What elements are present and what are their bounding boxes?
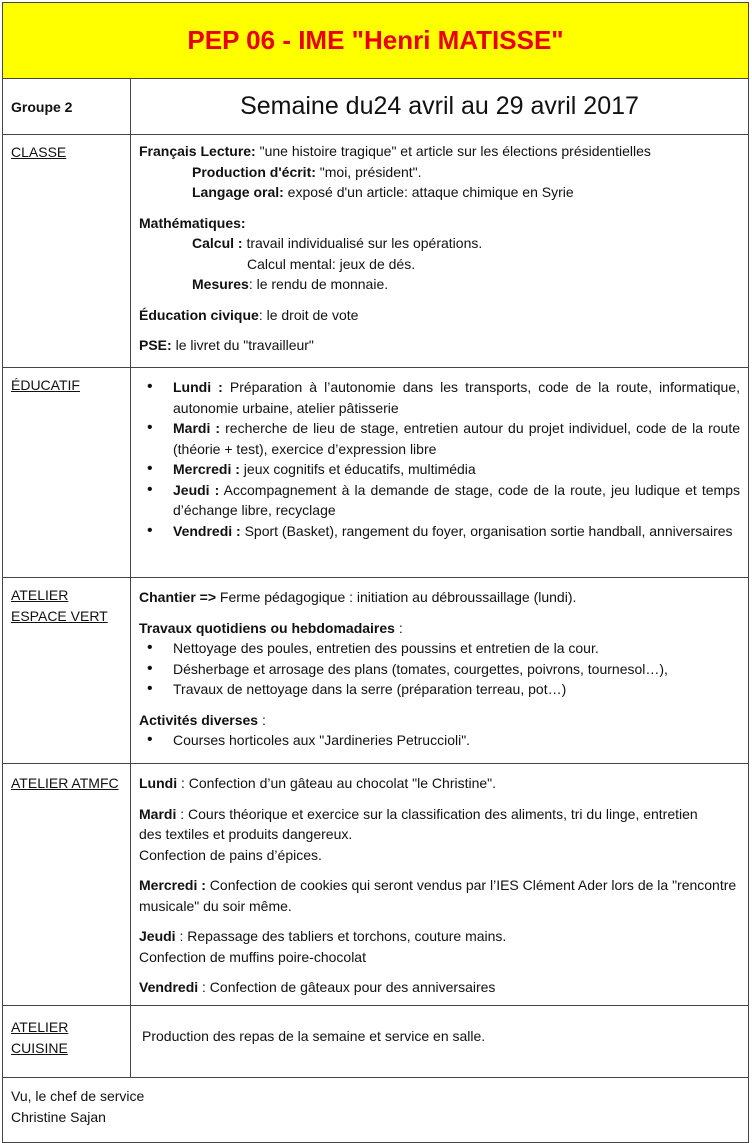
pse-label: PSE: (139, 337, 172, 353)
production-text: "moi, président". (315, 163, 422, 180)
mardi-label: Mardi (139, 805, 177, 822)
vendredi-label: Vendredi (139, 979, 199, 995)
educatif-label: ÉDUCATIF (3, 368, 131, 578)
day-text: Accompagnement à la demande de stage, code de la route, jeu ludique et temps d’échange libre, recyclage (173, 481, 741, 518)
cuisine-text: Production des repas de la semaine et service en salle. (142, 1028, 486, 1044)
lundi-text: : Confection d’un gâteau au chocolat "le Christine". (177, 775, 497, 791)
mesures-label: Mesures (192, 276, 249, 292)
educatif-content (131, 368, 749, 578)
cuisine-row (3, 1006, 749, 1078)
chantier-label: Chantier => (139, 589, 217, 605)
list-item: • Désherbage et arrosage des plans (tomates, courgettes, poivrons, tournesol…), (173, 659, 740, 680)
day-label: Mardi : (173, 420, 221, 436)
atmfc-label: ATELIER ATMFC (3, 764, 131, 1006)
atmfc-row (3, 764, 749, 1006)
day-text: jeux cognitifs et éducatifs, multimédia (239, 461, 476, 477)
jeudi-label: Jeudi (139, 928, 176, 944)
footer-signature: Christine Sajan (11, 1109, 106, 1125)
schedule-table (2, 2, 749, 1143)
title-row (3, 3, 749, 79)
title-cell (3, 3, 749, 79)
day-text: Préparation à l’autonomie dans les transports, code de la route, informatique, autonomie urbaine, atelier pâtisserie (173, 379, 741, 416)
cuisine-label-line1: ATELIER (11, 1019, 69, 1035)
educatif-list (139, 377, 740, 541)
footer-cell (3, 1078, 749, 1143)
atmfc-vendredi (139, 977, 740, 998)
atmfc-lundi (139, 773, 740, 794)
calcul-line (139, 233, 740, 254)
langage-label: Langage oral: (192, 184, 284, 200)
cuisine-content (131, 1006, 749, 1078)
langage-line (139, 182, 740, 203)
mercredi-text: Confection de cookies qui seront vendus par l’IES Clément Ader lors de la "rencontre musicale" du soir même. (139, 877, 737, 914)
cuisine-label (3, 1006, 131, 1078)
chantier-line (139, 587, 740, 608)
atmfc-mardi (139, 804, 740, 845)
atmfc-jeudi-2: Confection de muffins poire-chocolat (139, 948, 366, 965)
production-label: Production d'écrit: (192, 163, 316, 180)
classe-content (131, 135, 749, 368)
travaux-colon: : (394, 619, 403, 636)
day-label: Lundi : (173, 379, 223, 395)
atmfc-jeudi (139, 926, 740, 947)
list-item (173, 480, 740, 521)
footer-line1: Vu, le chef de service (11, 1088, 145, 1104)
footer-row (3, 1078, 749, 1143)
langage-text: exposé d'un article: attaque chimique en Syrie (283, 184, 574, 200)
activites-heading (139, 710, 740, 731)
pse-text: le livret du "travailleur" (171, 337, 314, 353)
mesures-line (139, 274, 740, 295)
chantier-text: Ferme pédagogique : initiation au débroussaillage (lundi). (216, 589, 577, 605)
list-item: • Travaux de nettoyage dans la serre (préparation terreau, pot…) (173, 679, 740, 700)
list-item: • Courses horticoles aux "Jardineries Petruccioli". (173, 730, 740, 751)
atmfc-mercredi (139, 875, 740, 916)
math-label: Mathématiques: (139, 214, 246, 231)
mercredi-label: Mercredi : (139, 877, 206, 893)
calcul-text: travail individualisé sur les opérations. (242, 235, 483, 251)
group-row (3, 79, 749, 135)
civique-line (139, 305, 740, 326)
calcul-label: Calcul : (192, 235, 243, 251)
lundi-label: Lundi (139, 775, 178, 791)
classe-label: CLASSE (3, 135, 131, 368)
cuisine-label-line2: CUISINE (11, 1040, 68, 1056)
espace-vert-label-line1: ATELIER (11, 587, 69, 603)
day-label: Vendredi : (173, 522, 241, 539)
travaux-list (139, 638, 740, 700)
list-item (173, 377, 740, 418)
page-title: PEP 06 - IME "Henri MATISSE" (187, 25, 564, 55)
activites-colon: : (258, 711, 266, 728)
jeudi-text: : Repassage des tabliers et torchons, couture mains. (175, 928, 507, 944)
espace-vert-content (131, 578, 749, 764)
week-title: Semaine du24 avril au 29 avril 2017 (131, 79, 749, 135)
day-label: Mercredi : (173, 461, 240, 477)
vendredi-text: : Confection de gâteaux pour des anniversaires (198, 979, 496, 995)
production-line (139, 162, 740, 183)
day-text: Sport (Basket), rangement du foyer, organisation sortie handball, anniversaires (240, 522, 733, 539)
list-item: • Nettoyage des poules, entretien des poussins et entretien de la cour. (173, 638, 740, 659)
activites-list (139, 730, 740, 751)
list-item (173, 459, 740, 480)
travaux-label: Travaux quotidiens ou hebdomadaires (139, 619, 395, 636)
day-label: Jeudi : (173, 481, 220, 498)
civique-label: Éducation civique (139, 306, 259, 323)
math-line (139, 213, 740, 234)
espace-vert-label (3, 578, 131, 764)
calcul-mental-line: Calcul mental: jeux de dés. (247, 255, 416, 272)
atmfc-content (131, 764, 749, 1006)
group-label: Groupe 2 (3, 79, 131, 135)
day-text: recherche de lieu de stage, entretien autour du projet individuel, code de la route (théorie + test), exercice d’expression libre (173, 420, 741, 457)
francais-line (139, 141, 740, 162)
classe-row (3, 135, 749, 368)
list-item (173, 418, 740, 459)
travaux-heading (139, 618, 740, 639)
mardi-text: : Cours théorique et exercice sur la classification des aliments, tri du linge, entretien des textiles et produits dangereux. (139, 805, 698, 842)
activites-label: Activités diverses (139, 711, 259, 728)
mesures-text: : le rendu de monnaie. (248, 276, 389, 292)
francais-label: Français Lecture: (139, 143, 256, 159)
pse-line (139, 335, 740, 356)
espace-vert-row (3, 578, 749, 764)
educatif-row (3, 368, 749, 578)
francais-text: "une histoire tragique" et article sur les élections présidentielles (255, 143, 651, 159)
list-item (173, 521, 740, 542)
atmfc-mardi-2: Confection de pains d’épices. (139, 846, 322, 863)
civique-text: : le droit de vote (258, 306, 359, 323)
espace-vert-label-line2: ESPACE VERT (11, 608, 108, 624)
